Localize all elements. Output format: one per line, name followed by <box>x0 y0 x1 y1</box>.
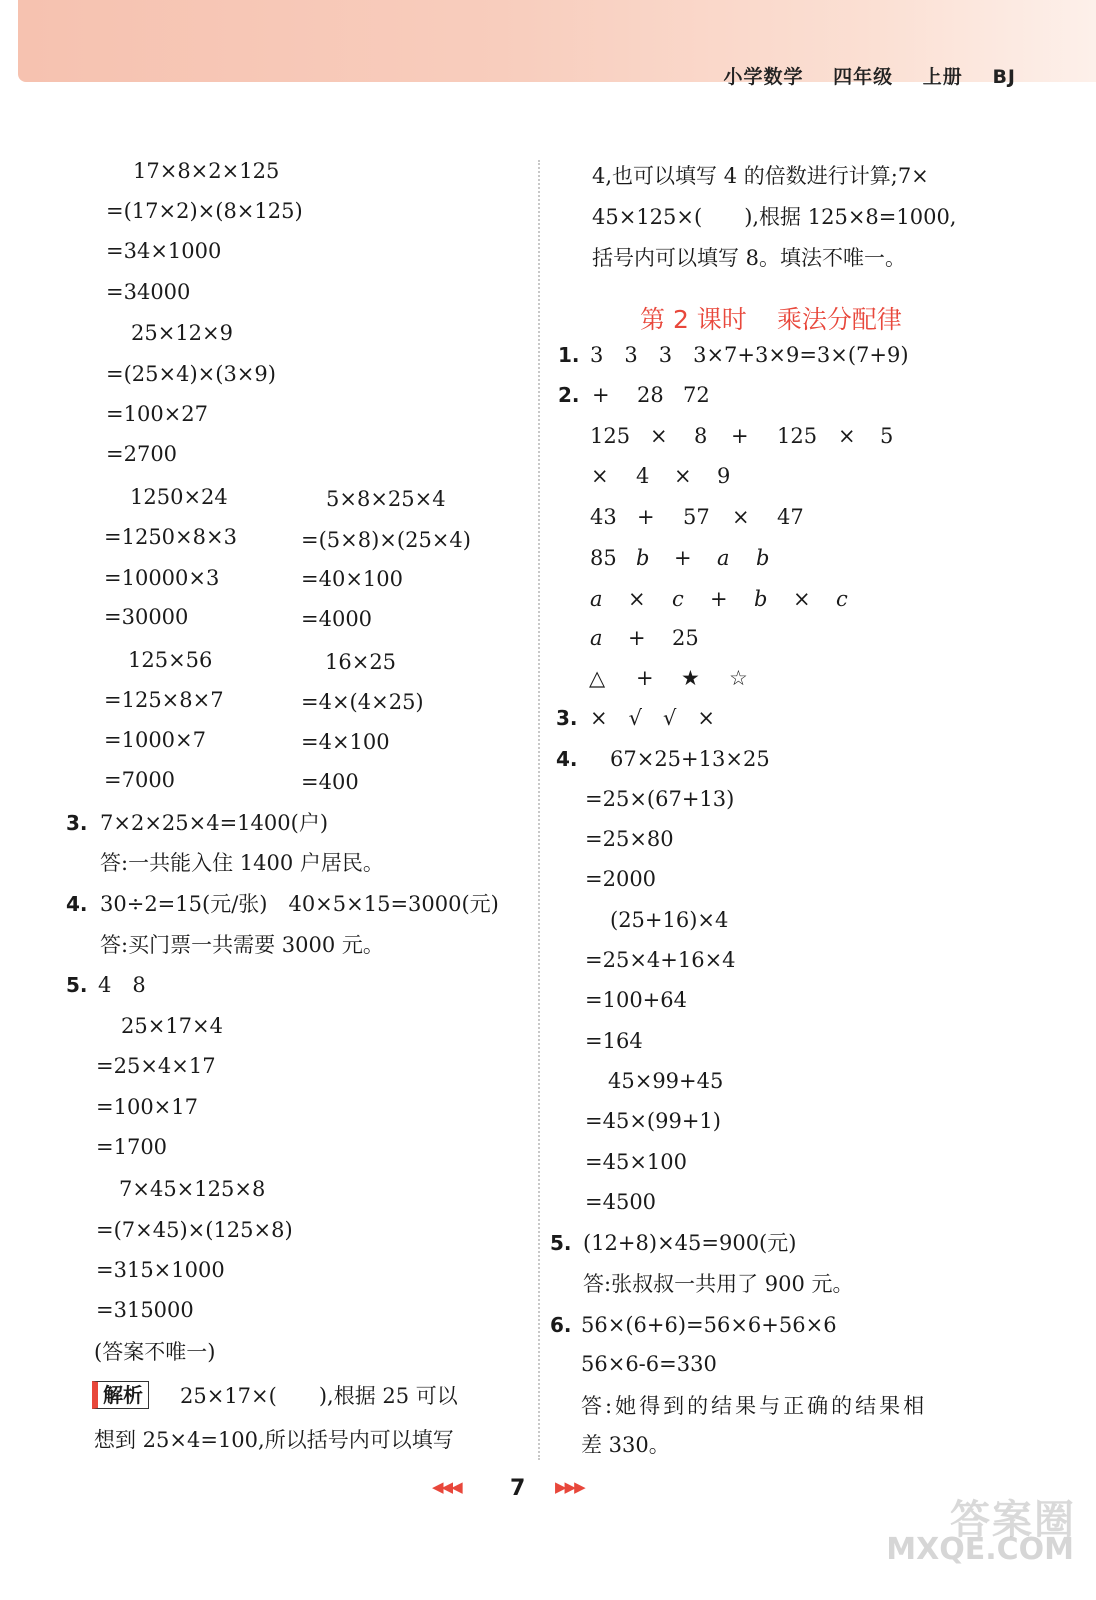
white-star-symbol: ☆ <box>729 666 748 690</box>
blank-answer: 28 <box>637 383 664 407</box>
blank-answer: 57 <box>683 505 710 529</box>
calc-line: =(17×2)×(8×125) <box>106 199 303 223</box>
blank-answer: c <box>672 587 684 611</box>
calc-line: =164 <box>585 1029 643 1053</box>
blank-answer: 43 <box>590 505 617 529</box>
question-number: 6. <box>550 1313 572 1337</box>
analysis-line: 45×125×( ),根据 125×8=1000, <box>592 205 957 229</box>
calc-line: =(25×4)×(3×9) <box>106 362 276 386</box>
calc-line: =1250×8×3 <box>104 525 237 549</box>
calc-line: =315000 <box>96 1298 194 1322</box>
question-number: 4. <box>556 747 578 771</box>
answer-line: 56×(6+6)=56×6+56×6 <box>581 1313 837 1337</box>
calc-line: 17×8×2×125 <box>133 159 280 183</box>
blank-answer: 47 <box>777 505 804 529</box>
calc-line: 16×25 <box>325 650 397 674</box>
edition: BJ <box>992 66 1016 88</box>
blank-answer: a <box>717 546 730 570</box>
blank-answer: + <box>710 587 728 611</box>
calc-line: =100×27 <box>106 402 208 426</box>
volume: 上册 <box>922 66 963 88</box>
lesson-number: 第 2 课时 <box>640 305 747 334</box>
analysis-tag: 解析 <box>92 1381 149 1409</box>
calc-line: =(5×8)×(25×4) <box>301 528 471 552</box>
calc-line: =25×(67+13) <box>585 787 735 811</box>
blank-answer: + <box>592 383 610 407</box>
blank-answer: × <box>838 424 856 448</box>
blank-answer: 72 <box>683 383 710 407</box>
answer-line: 4 8 <box>98 973 146 997</box>
calc-line: =2000 <box>585 867 657 891</box>
calc-line: =100×17 <box>96 1095 198 1119</box>
answer-line: 答:她得到的结果与正确的结果相 <box>581 1394 928 1418</box>
calc-line: =7000 <box>104 768 176 792</box>
answer-line: 56×6-6=330 <box>581 1352 717 1376</box>
watermark-logo: 答案圈 <box>950 1497 1076 1543</box>
book-info <box>702 62 1016 89</box>
page-number: 7 <box>510 1476 526 1501</box>
calc-line: =25×4+16×4 <box>585 948 736 972</box>
analysis-line: 括号内可以填写 8。填法不唯一。 <box>592 246 907 270</box>
question-number: 4. <box>66 892 88 916</box>
question-number: 3. <box>66 811 88 835</box>
calc-line: 25×12×9 <box>131 321 233 345</box>
calc-line: =4000 <box>301 607 373 631</box>
question-number: 1. <box>558 343 580 367</box>
blank-answer: + <box>637 505 655 529</box>
answer-line: × √ √ × <box>590 706 715 730</box>
calc-line: =4×(4×25) <box>301 690 424 714</box>
calc-line: =34×1000 <box>106 239 222 263</box>
blank-answer: 5 <box>880 424 894 448</box>
calc-line: 7×45×125×8 <box>119 1177 266 1201</box>
blank-answer: × <box>591 464 609 488</box>
blank-answer: a <box>590 587 603 611</box>
calc-line: =25×80 <box>585 827 674 851</box>
analysis-line: 想到 25×4=100,所以括号内可以填写 <box>94 1428 454 1452</box>
answer-line: (12+8)×45=900(元) <box>583 1231 797 1255</box>
blank-answer: b <box>636 546 650 570</box>
answer-line: 差 330。 <box>581 1433 670 1457</box>
black-star-symbol: ★ <box>681 666 700 690</box>
blank-answer: × <box>793 587 811 611</box>
analysis-line: 25×17×( ),根据 25 可以 <box>180 1384 458 1408</box>
grade: 四年级 <box>833 66 894 88</box>
calc-line: =400 <box>301 770 359 794</box>
question-number: 3. <box>556 706 578 730</box>
blank-answer: 25 <box>672 626 699 650</box>
calc-line: =125×8×7 <box>104 688 224 712</box>
calc-line: =100+64 <box>585 988 687 1012</box>
blank-answer: 125 <box>777 424 818 448</box>
answer-line: 答:买门票一共需要 3000 元。 <box>100 933 384 957</box>
blank-answer: 4 <box>636 464 650 488</box>
column-divider <box>538 160 540 1460</box>
analysis-line: 4,也可以填写 4 的倍数进行计算;7× <box>592 164 929 188</box>
blank-answer: 8 <box>694 424 708 448</box>
answer-line: 答:一共能入住 1400 户居民。 <box>100 851 384 875</box>
question-number: 5. <box>550 1231 572 1255</box>
blank-answer: 9 <box>717 464 731 488</box>
blank-answer: + <box>674 546 692 570</box>
blank-answer: b <box>756 546 770 570</box>
calc-line: =40×100 <box>301 567 403 591</box>
blank-answer: × <box>674 464 692 488</box>
calc-line: =315×1000 <box>96 1258 225 1282</box>
calc-line: =4×100 <box>301 730 390 754</box>
answer-line: 答:张叔叔一共用了 900 元。 <box>583 1272 854 1296</box>
answer-note: (答案不唯一) <box>94 1340 216 1364</box>
next-page-arrows-icon: ▶▶▶ <box>555 1478 584 1496</box>
calc-line: 5×8×25×4 <box>326 487 446 511</box>
calc-line: 45×99+45 <box>608 1069 724 1093</box>
watermark-site: MXQE.COM <box>886 1532 1074 1567</box>
prev-page-arrows-icon: ◀◀◀ <box>432 1478 461 1496</box>
blank-answer: × <box>628 587 646 611</box>
answer-line: 3 3 3 3×7+3×9=3×(7+9) <box>590 343 909 367</box>
calc-line: =(7×45)×(125×8) <box>96 1218 293 1242</box>
calc-line: =4500 <box>585 1190 657 1214</box>
calc-line: =30000 <box>104 605 189 629</box>
calc-line: (25+16)×4 <box>610 908 729 932</box>
blank-answer: a <box>590 626 603 650</box>
triangle-symbol: △ <box>589 666 606 690</box>
calc-line: =1700 <box>96 1135 168 1159</box>
calc-line: =34000 <box>106 280 191 304</box>
calc-line: =2700 <box>106 442 178 466</box>
question-number: 5. <box>66 973 88 997</box>
blank-answer: c <box>836 587 848 611</box>
calc-line: =45×100 <box>585 1150 687 1174</box>
calc-line: =45×(99+1) <box>585 1109 721 1133</box>
question-number: 2. <box>558 383 580 407</box>
calc-line: 125×56 <box>128 648 213 672</box>
calc-line: 67×25+13×25 <box>610 747 770 771</box>
calc-line: 1250×24 <box>130 485 228 509</box>
blank-answer: 85 <box>590 546 617 570</box>
blank-answer: × <box>650 424 668 448</box>
blank-answer: + <box>731 424 749 448</box>
answer-line: 30÷2=15(元/张) 40×5×15=3000(元) <box>100 892 499 916</box>
blank-answer: b <box>754 587 768 611</box>
blank-answer: 125 <box>590 424 631 448</box>
calc-line: =10000×3 <box>104 566 220 590</box>
lesson-title <box>640 300 902 336</box>
answer-line: 7×2×25×4=1400(户) <box>100 811 329 835</box>
calc-line: =25×4×17 <box>96 1054 216 1078</box>
blank-answer: × <box>732 505 750 529</box>
blank-answer: + <box>628 626 646 650</box>
subject: 小学数学 <box>723 66 804 88</box>
calc-line: 25×17×4 <box>121 1014 223 1038</box>
lesson-name: 乘法分配律 <box>776 305 902 334</box>
calc-line: =1000×7 <box>104 728 206 752</box>
blank-answer: + <box>636 666 654 690</box>
